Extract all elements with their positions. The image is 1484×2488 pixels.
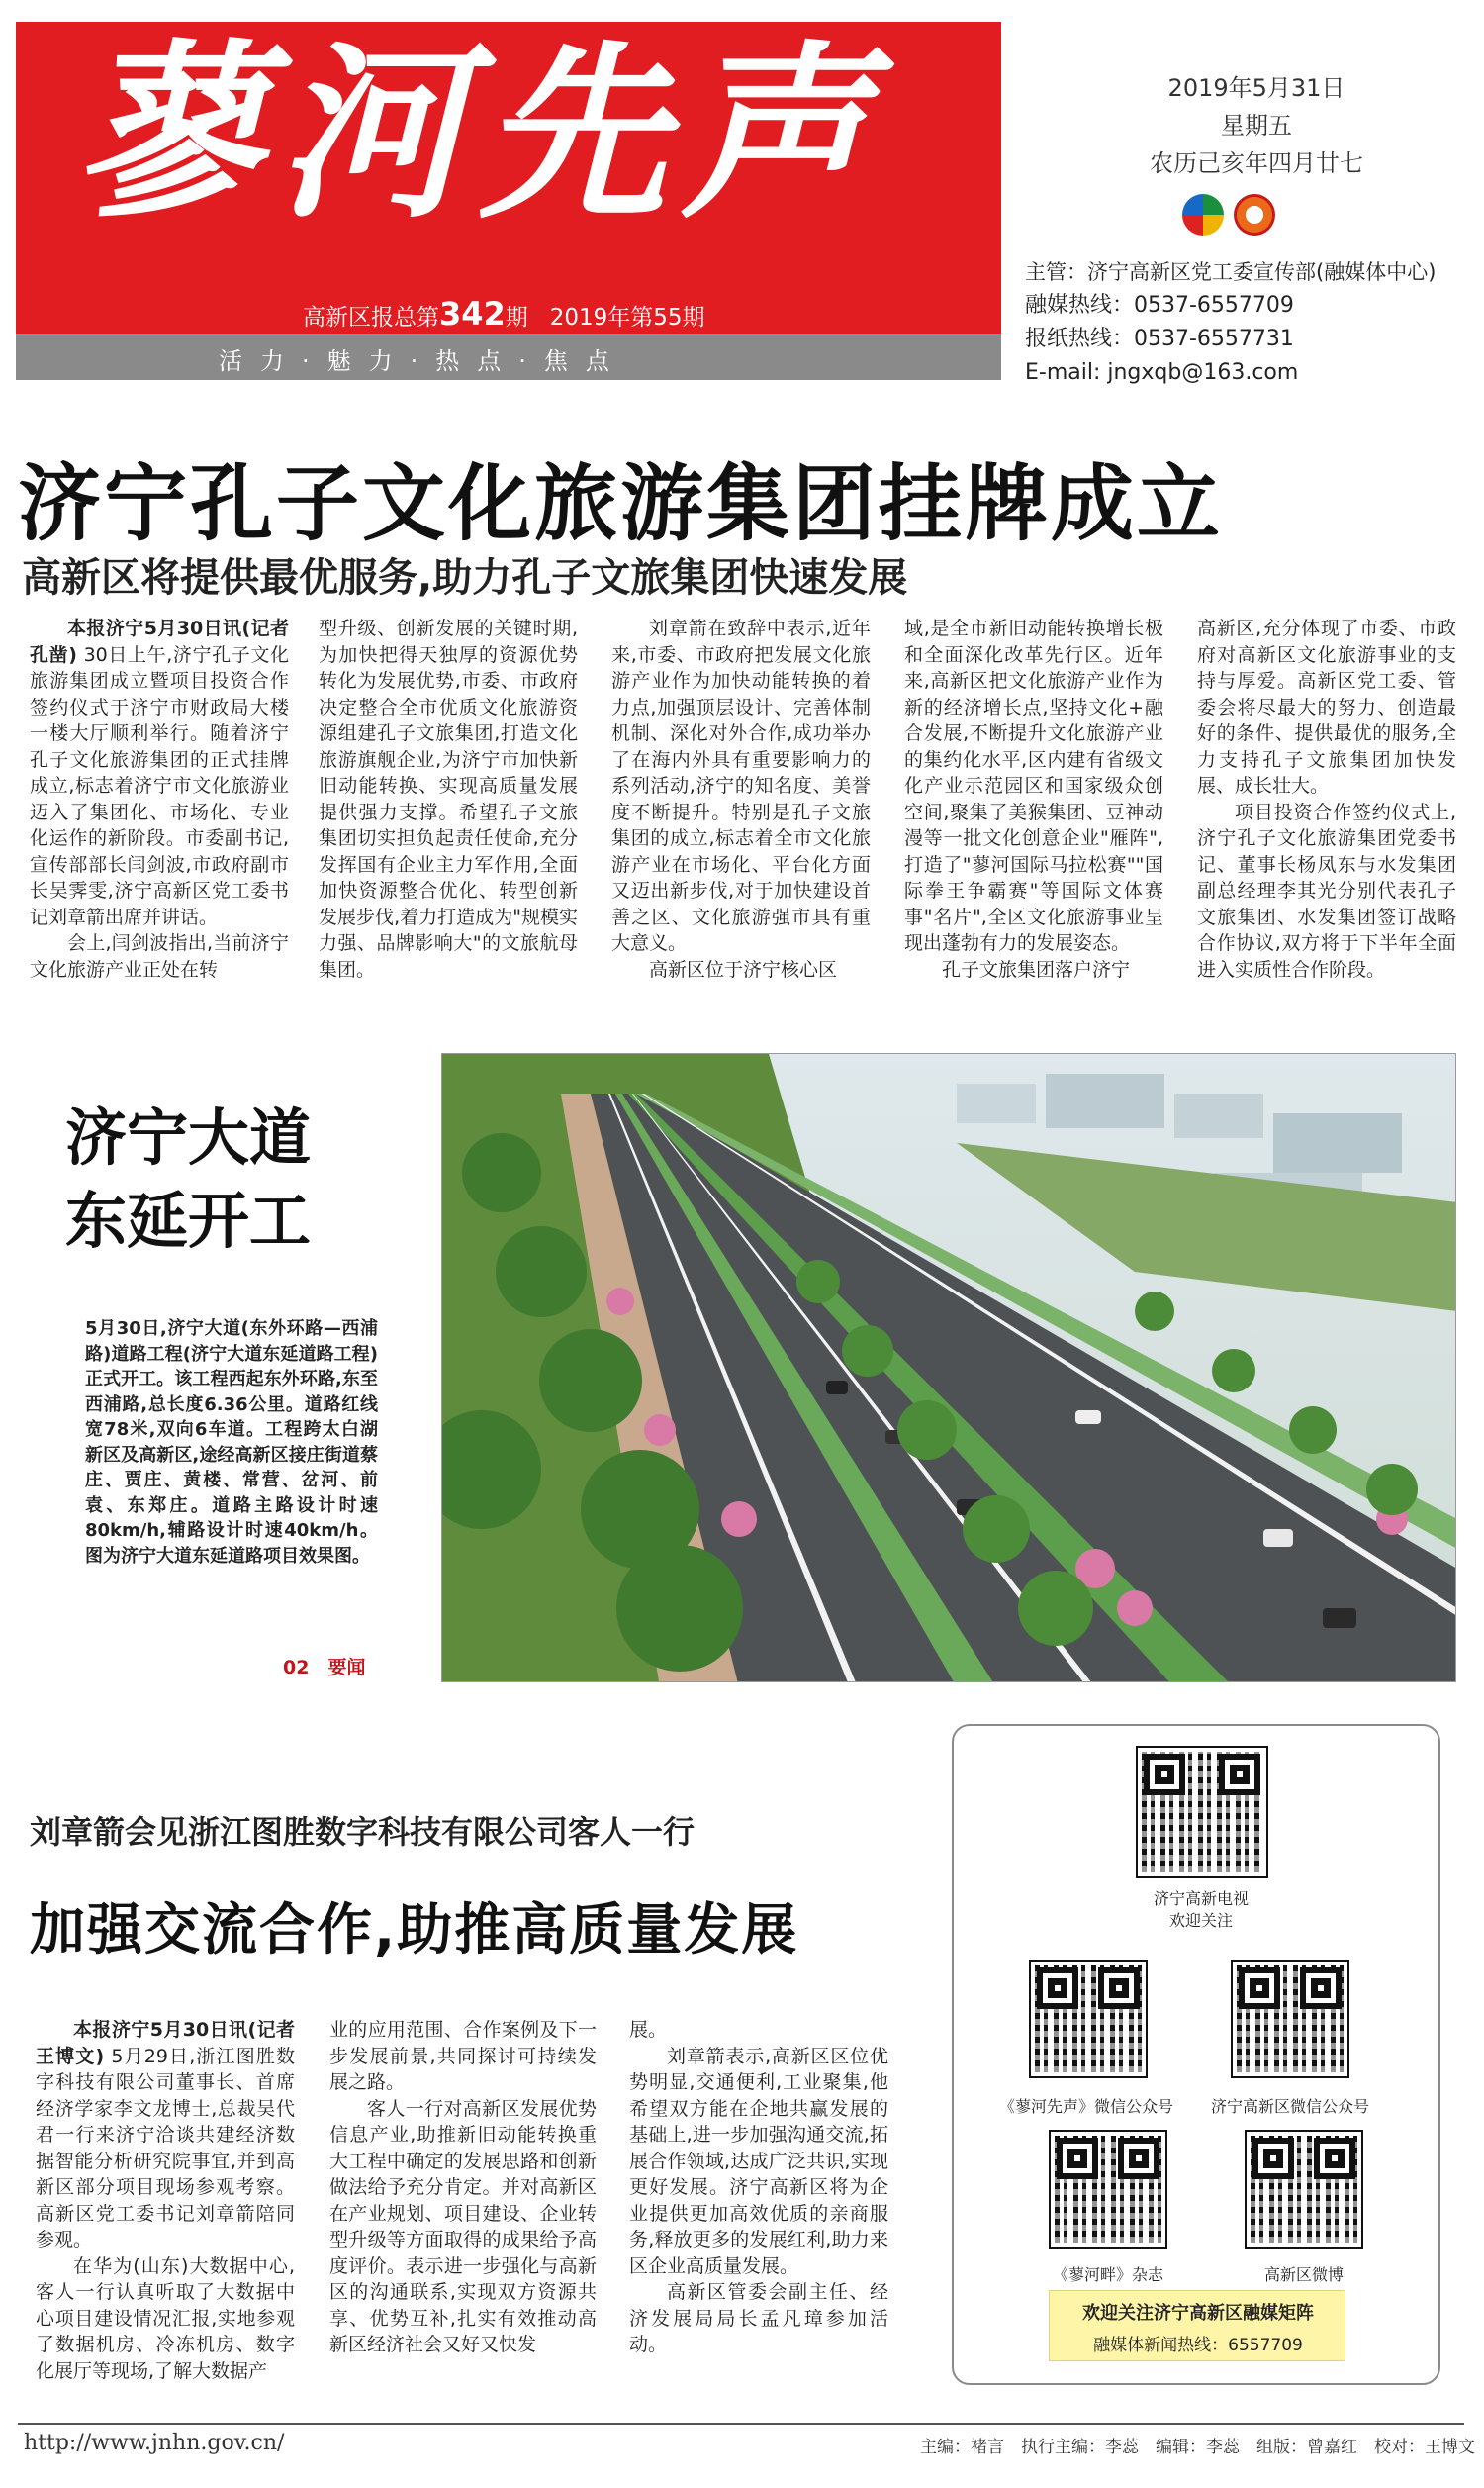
sponsor-line: 主管：济宁高新区党工委宣传部(融媒体中心) xyxy=(1025,260,1437,284)
story2-column-2 xyxy=(329,2017,597,2358)
lunar-date: 农历己亥年四月廿七 xyxy=(1150,149,1363,177)
jinan-media-logo-icon xyxy=(1182,194,1224,236)
lead-col1-text-b: 会上,闫剑波指出,当前济宁文化旅游产业正处在转 xyxy=(30,932,289,981)
lead-col4-text-b: 孔子文旅集团落户济宁 xyxy=(942,958,1131,981)
lead-col5-text-b: 项目投资合作签约仪式上,济宁孔子文化旅游集团党委书记、董事长杨凤东与水发集团副总经理李其光分别代表孔子文旅集团、水发集团签订战略合作协议,双方将于下半年全面进入实质性合作阶段。 xyxy=(1197,801,1456,981)
issue-suffix: 期 xyxy=(505,305,528,331)
feature-title-line2: 东延开工 xyxy=(65,1185,312,1257)
fusion-media-logo-icon xyxy=(1234,194,1275,236)
road-illustration xyxy=(442,1054,1456,1682)
media-logos xyxy=(1182,194,1291,238)
date-block xyxy=(1108,69,1405,182)
story2-col3-text: 展。 xyxy=(629,2019,668,2041)
lead-column-4 xyxy=(904,616,1163,983)
media-matrix-banner xyxy=(1049,2290,1345,2361)
story2-col3-text-b: 刘章箭表示,高新区区位优势明显,交通便利,工业聚集,他希望双方能在企地共赢发展的基础上,进一步加强沟通交流,拓展合作领域,达成广泛共识,实现更好发展。济宁高新区将为企业提供更加高效优质的亲商服务,释放更多的发展红利,助力来区企业高质量发展。 xyxy=(629,2045,888,2277)
story2-column-1 xyxy=(36,2017,295,2384)
footer-url-link[interactable]: http://www.jnhn.gov.cn/ xyxy=(24,2431,285,2455)
story2-col2-text-b: 客人一行对高新区发展优势信息产业,助推新旧动能转换重大工程中确定的发展思路和创新做法给予充分肯定。并对高新区在产业规划、项目建设、企业转型升级等方面取得的成果给予高度评价。表示进一步强化与高新区的沟通联系,实现双方资源共享、优势互补,扎实有效推动高新区经济社会又好又快发 xyxy=(329,2097,597,2355)
story2-col3-text-c: 高新区管委会副主任、经济发展局局长孟凡璋参加活动。 xyxy=(629,2281,888,2355)
year-issue: 2019年第55期 xyxy=(549,305,705,331)
lead-column-1 xyxy=(30,616,289,983)
story2-col2-text: 业的应用范围、合作案例及下一步发展前景,共同探讨可持续发展之路。 xyxy=(329,2019,597,2093)
feature-title[interactable] xyxy=(65,1097,311,1263)
story2-col1-text-b: 在华为(山东)大数据中心,客人一行认真听取了大数据中心项目建设情况汇报,实地参观了数据机房、冷冻机房、数字化展厅等现场,了解大数据产 xyxy=(36,2254,295,2382)
qr-wechat-paper-caption: 《蓼河先声》微信公众号 xyxy=(998,2097,1173,2116)
masthead xyxy=(16,22,1001,380)
story2-col1-text: 5月29日,浙江图胜数字科技有限公司董事长、首席经济学家李文龙博士,总裁吴代君一行来济宁洽谈共建经济数据智能分析研究院事宜,并到高新区部分项目现场参观考察。高新区党工委书记刘章箭陪同参观。 xyxy=(36,2045,296,2250)
feature-caption: 5月30日,济宁大道(东外环路—西浦路)道路工程(济宁大道东延道路工程)正式开工。该工程西起东外环路,东至西浦路,总长度6.36公里。道路红线宽78米,双向6车道。工程跨太白湖新区及高新区,途经高新区接庄街道蔡庄、贾庄、黄楼、常营、岔河、前袁、东郑庄。道路主路设计时速80km/h,辅路设计时速40km/h。图为济宁大道东延道路项目效果图。 xyxy=(85,1318,378,1567)
media-hotline: 融媒热线：0537-6557709 xyxy=(1025,293,1294,318)
page-ref-link[interactable]: 02 要闻 xyxy=(283,1657,366,1678)
lead-column-3 xyxy=(611,616,871,983)
contact-block xyxy=(1025,255,1436,390)
road-rendering-photo xyxy=(441,1053,1456,1682)
lead-headline[interactable]: 济宁孔子文化旅游集团挂牌成立 xyxy=(18,455,1224,552)
lead-column-5 xyxy=(1197,616,1456,983)
issue-total: 342 xyxy=(439,295,506,333)
qr-code-tv[interactable] xyxy=(1138,1748,1266,1876)
footer-credits: 主编：褚言 执行主编：李蕊 编辑：李蕊 组版：曾嘉红 校对：王博文 xyxy=(920,2438,1475,2457)
qr-wechat-district-caption: 济宁高新区微信公众号 xyxy=(1210,2097,1369,2116)
qr-tv-caption-1: 济宁高新电视 xyxy=(1153,1889,1249,1908)
feature-title-line1: 济宁大道 xyxy=(65,1101,312,1174)
lead-col4-text: 域,是全市新旧动能转换增长极和全面深化改革先行区。近年来,高新区把文化旅游产业作为新的经济增长点,坚持文化+融合发展,不断提升文化旅游产业的集约化水平,区内建有省级文化产业示范园区和国家级众创空间,聚集了美猴集团、豆神动漫等一批文化创意企业"雁阵",打造了"蓼河国际马拉松赛""国际拳王争霸赛"等国际文体赛事"名片",全区文化旅游事业呈现出蓬勃有力的发展姿态。 xyxy=(904,618,1163,954)
newspaper-logo: 蓼河先声 xyxy=(75,23,883,243)
qr-magazine-caption: 《蓼河畔》杂志 xyxy=(1052,2265,1163,2284)
story2-column-3 xyxy=(629,2017,888,2358)
lead-column-2 xyxy=(319,616,578,983)
qr-weibo-caption: 高新区微博 xyxy=(1263,2265,1344,2284)
slogan: 活力·魅力·热点·焦点 xyxy=(219,347,627,375)
qr-code-wechat-district[interactable] xyxy=(1233,1962,1347,2076)
gregorian-date: 2019年5月31日 xyxy=(1167,74,1345,102)
lead-col5-text: 高新区,充分体现了市委、市政府对高新区文化旅游事业的支持与厚爱。高新区党工委、管委会将尽最大的努力、创造最好的条件、提供最优的服务,全力支持孔子文旅集团加快发展、成长壮大。 xyxy=(1197,618,1456,797)
lead-col3-text: 刘章箭在致辞中表示,近年来,市委、市政府把发展文化旅游产业作为加快动能转换的着力点,加强顶层设计、完善体制机制、深化对外合作,成功举办了在海内外具有重要影响力的系列活动,济宁的知名度、美誉度不断提升。特别是孔子文旅集团的成立,标志着全市文化旅游产业在市场化、平台化方面又迈出新步伐,对于加快建设首善之区、文化旅游强市具有重大意义。 xyxy=(611,618,871,954)
issue-prefix: 高新区报总第 xyxy=(303,305,439,331)
banner-line-1: 欢迎关注济宁高新区融媒矩阵 xyxy=(1082,2303,1314,2324)
weekday: 星期五 xyxy=(1221,112,1292,140)
slogan-bar xyxy=(16,334,1001,380)
qr-code-magazine[interactable] xyxy=(1051,2132,1165,2247)
lead-col1-text: 30日上午,济宁孔子文化旅游集团成立暨项目投资合作签约仪式于济宁市财政局大楼一楼大厅顺利举行。随着济宁孔子文化旅游集团的正式挂牌成立,标志着济宁市文化旅游业迈入了集团化、市场化、专业化运作的新阶段。市委副书记,宣传部部长闫剑波,市政府副市长吴霁雯,济宁高新区党工委书记刘章箭出席并讲话。 xyxy=(30,643,290,928)
qr-code-weibo[interactable] xyxy=(1247,2132,1361,2247)
lead-subhead: 高新区将提供最优服务,助力孔子文旅集团快速发展 xyxy=(22,555,908,601)
story2-pre-headline: 刘章箭会见浙江图胜数字科技有限公司客人一行 xyxy=(30,1813,696,1851)
story2-headline[interactable]: 加强交流合作,助推高质量发展 xyxy=(30,1898,799,1962)
qr-code-panel xyxy=(952,1724,1440,2385)
story2-dateline: 本报济宁5月30日讯(记者王博文) xyxy=(36,2019,295,2067)
lead-col3-text-b: 高新区位于济宁核心区 xyxy=(649,958,838,981)
qr-code-wechat-paper[interactable] xyxy=(1031,1962,1146,2076)
qr-tv-caption-2: 欢迎关注 xyxy=(1168,1911,1233,1930)
issue-line xyxy=(303,295,705,333)
lead-dateline: 本报济宁5月30日讯(记者孔凿) xyxy=(30,618,289,666)
footer-divider xyxy=(18,2423,1464,2425)
email-line[interactable]: E-mail: jngxqb@163.com xyxy=(1025,360,1299,385)
lead-col2-text: 型升级、创新发展的关键时期,为加快把得天独厚的资源优势转化为发展优势,市委、市政府决定整合全市优质文化旅游资源组建孔子文旅集团,打造文化旅游旗舰企业,为济宁市加快新旧动能转换、实现高质量发展提供强力支撑。希望孔子文旅集团切实担负起责任使命,充分发挥国有企业主力军作用,全面加快资源整合优化、转型创新发展步伐,着力打造成为"规模实力强、品牌影响大"的文旅航母集团。 xyxy=(319,618,578,981)
news-hotline: 报纸热线：0537-6557731 xyxy=(1025,327,1294,351)
banner-line-2: 融媒体新闻热线：6557709 xyxy=(1093,2336,1303,2355)
